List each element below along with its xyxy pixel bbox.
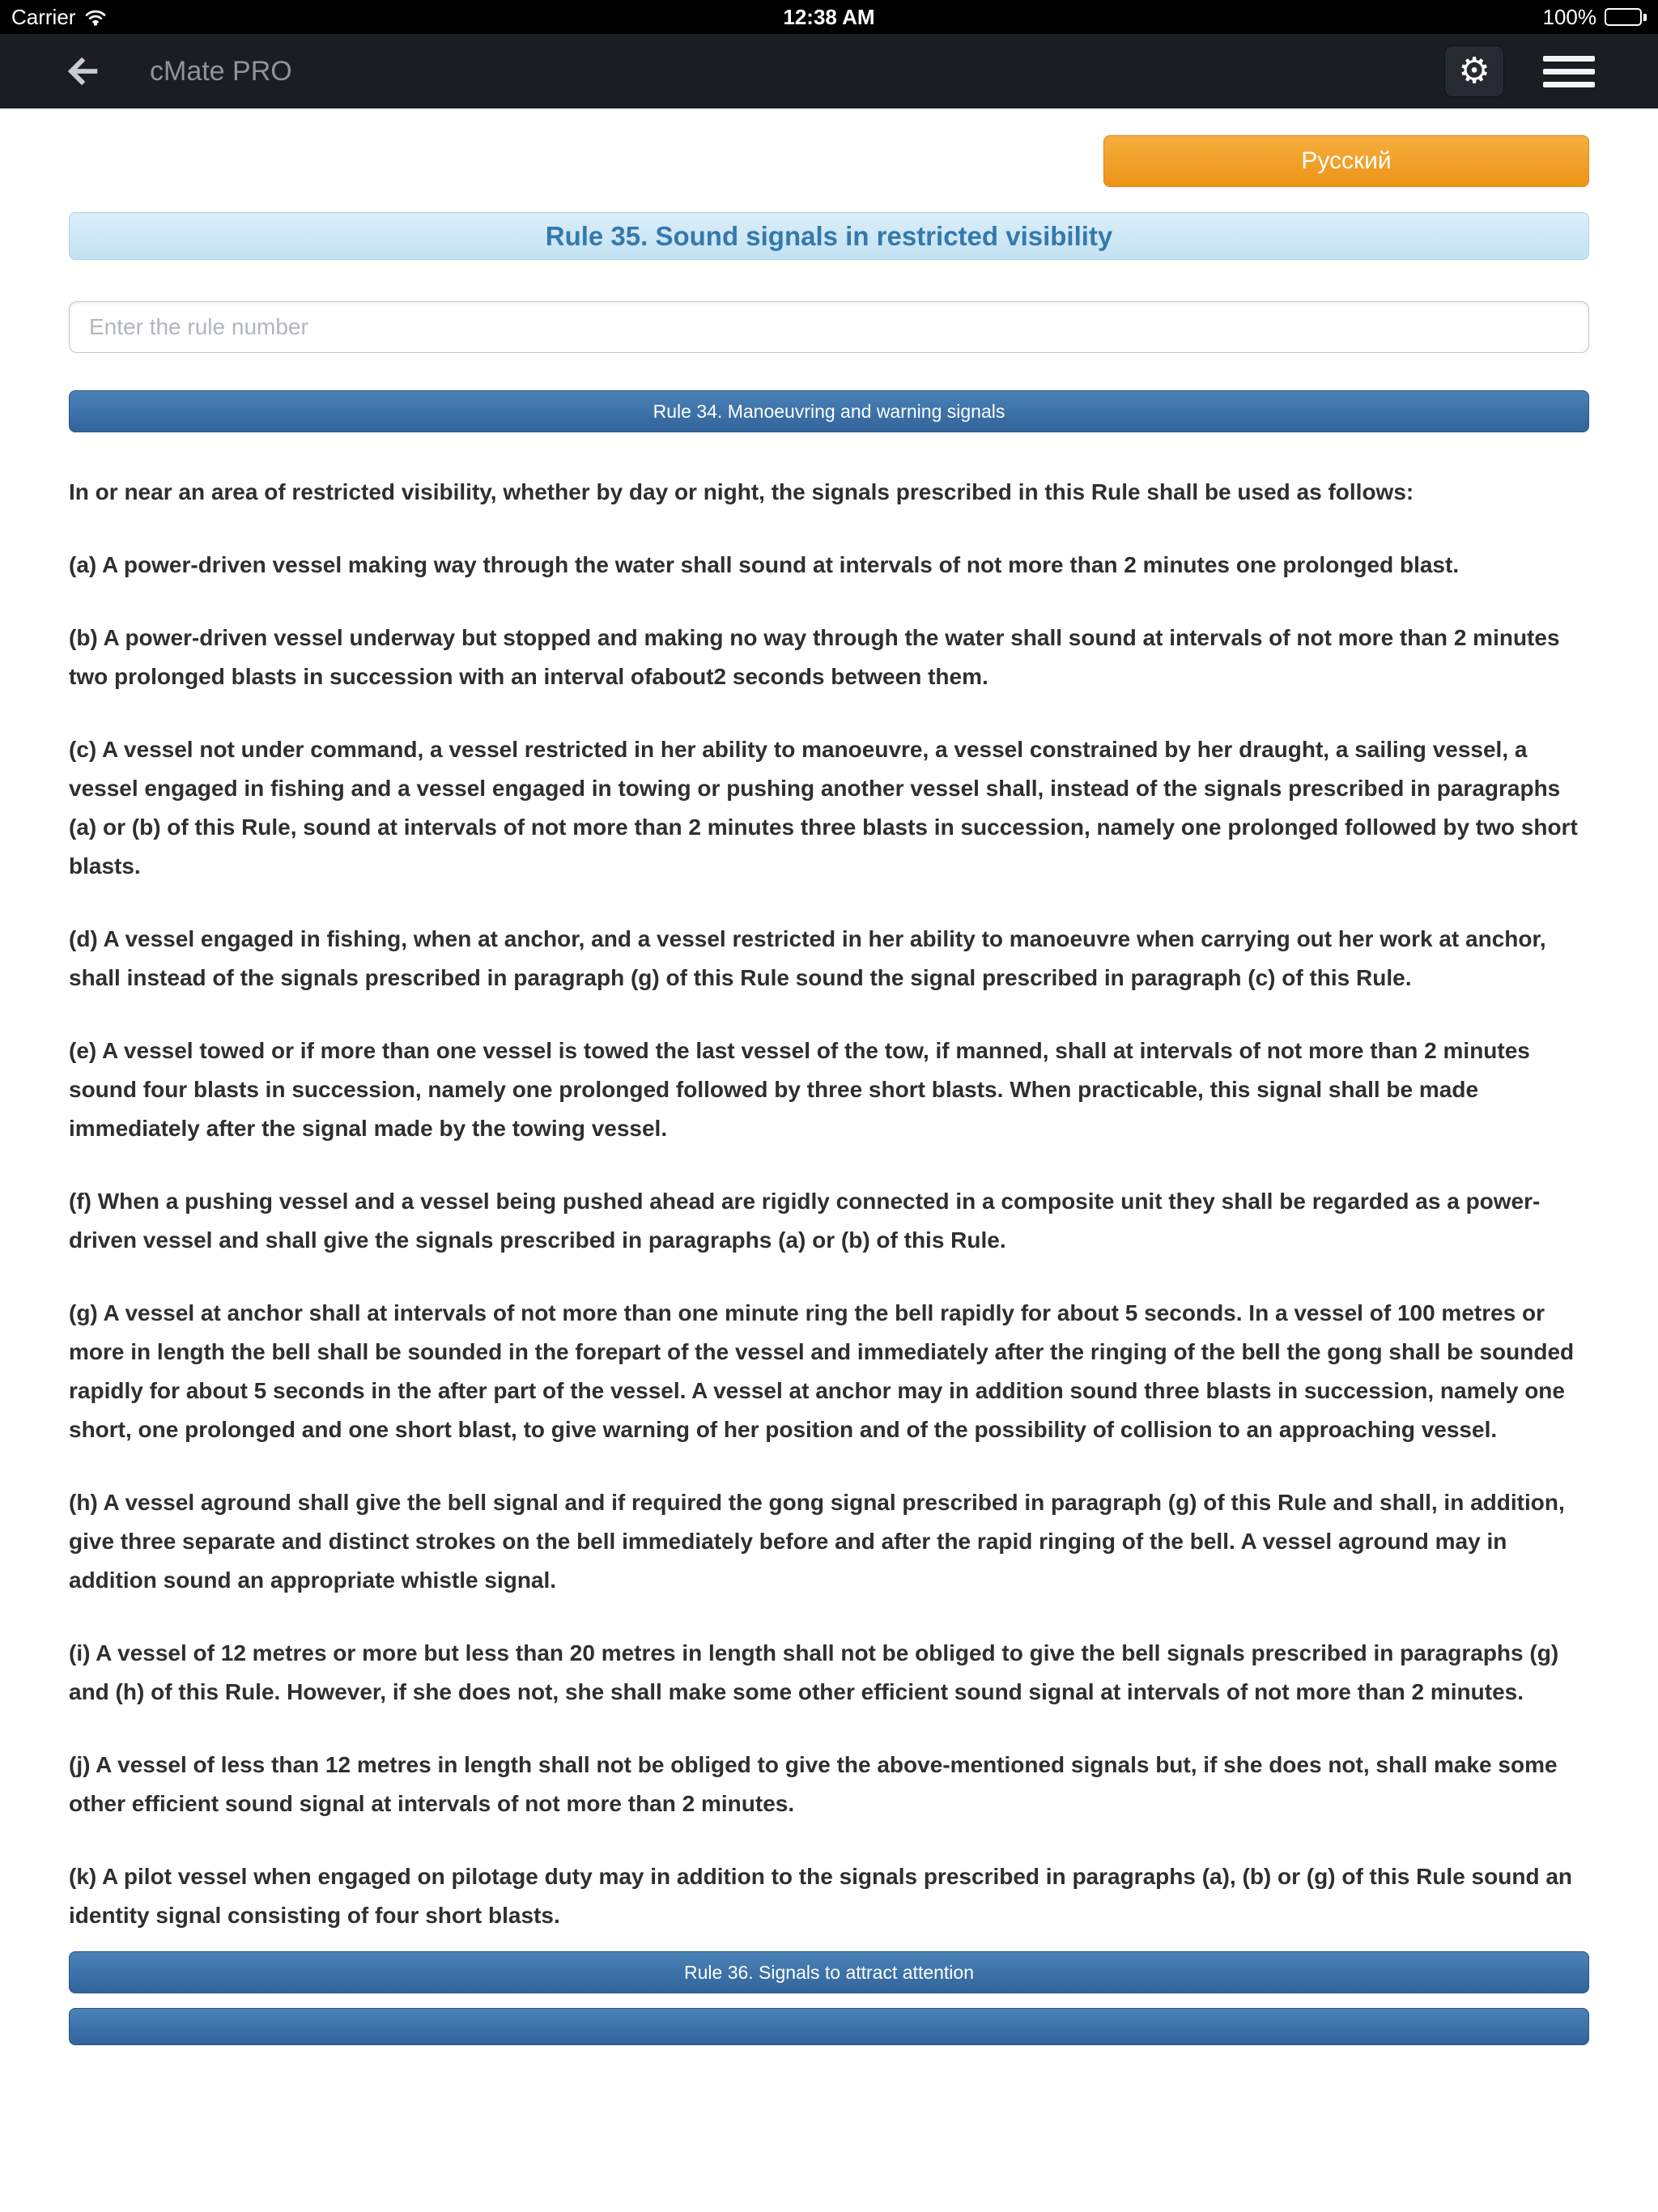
rule-paragraph: (f) When a pushing vessel and a vessel being pushed ahead are rigidly connected in a composite unit they shall be regarded as a power-driven vessel and shall give the signals prescribed in paragraphs (a) or (b) of this Rule.	[69, 1189, 1541, 1253]
rule-paragraph: (b) A power-driven vessel underway but stopped and making no way through the water shall sound at intervals of not more than 2 minutes two prolonged blasts in succession with an interval ofabout2 seconds between them.	[69, 625, 1560, 689]
rule-paragraph: (a) A power-driven vessel making way through the water shall sound at intervals of not more than 2 minutes one prolonged blast.	[69, 552, 1460, 577]
rule-paragraph: (k) A pilot vessel when engaged on pilotage duty may in addition to the signals prescribed in paragraphs (a), (b) or (g) of this Rule sound an identity signal consisting of four short blasts.	[69, 1864, 1572, 1928]
rule-paragraph: (c) A vessel not under command, a vessel restricted in her ability to manoeuvre, a vessel constrained by her draught, a sailing vessel, a vessel engaged in fishing and a vessel engaged in towing or pushing another vessel shall, instead of the signals prescribed in paragraphs (a) or (b) of this Rule, sound at intervals of not more than 2 minutes three blasts in succession, namely one prolonged followed by two short blasts.	[69, 737, 1578, 878]
status-bar	[0, 0, 1658, 34]
wifi-icon	[83, 8, 108, 26]
main-content	[0, 108, 1658, 2212]
back-button[interactable]	[65, 51, 105, 91]
carrier-label: Carrier	[11, 4, 76, 29]
rule-text	[69, 473, 1589, 1935]
next-rule-button[interactable]: Rule 36. Signals to attract attention	[69, 1951, 1589, 1993]
rule-title-banner: Rule 35. Sound signals in restricted visibility	[69, 212, 1589, 260]
nav-actions	[1444, 45, 1595, 97]
rule-paragraph: (e) A vessel towed or if more than one vessel is towed the last vessel of the tow, if manned, shall at intervals of not more than 2 minutes sound four blasts in succession, namely one prolonged followed by three short blasts. When practicable, this signal shall be made immediately after the signal made by the towing vessel.	[69, 1038, 1530, 1141]
rule-paragraph: (g) A vessel at anchor shall at intervals of not more than one minute ring the bell rapidly for about 5 seconds. In a vessel of 100 metres or more in length the bell shall be sounded in the forepart of the vessel and immediately after the ringing of the bell the gong shall be sounded rapidly for about 5 seconds in the after part of the vessel. A vessel at anchor may in addition sound three blasts in succession, namely one short, one prolonged and one short blast, to give warning of her position and of the possibility of collision to an approaching vessel.	[69, 1300, 1575, 1442]
gear-icon: ⚙	[1458, 51, 1490, 91]
clock: 12:38 AM	[783, 4, 875, 29]
language-button[interactable]: Русский	[1103, 135, 1589, 187]
battery-percent: 100%	[1542, 4, 1596, 29]
nav-bar	[0, 34, 1658, 108]
language-row	[69, 135, 1589, 187]
prev-rule-button[interactable]: Rule 34. Manoeuvring and warning signals	[69, 390, 1589, 432]
app-title: cMate PRO	[150, 55, 292, 87]
hamburger-menu-icon[interactable]	[1543, 51, 1595, 91]
partial-next-button[interactable]	[69, 2008, 1589, 2045]
rule-paragraph: (i) A vessel of 12 metres or more but less than 20 metres in length shall not be obliged to give the bell signals prescribed in paragraphs (g) and (h) of this Rule. However, if she does not, she shall make some other efficient sound signal at intervals of not more than 2 minutes.	[69, 1640, 1559, 1704]
settings-button[interactable]	[1444, 45, 1504, 97]
rule-paragraph: (j) A vessel of less than 12 metres in length shall not be obliged to give the above-mentioned signals but, if she does not, shall make some other efficient sound signal at intervals of not more than 2 minutes.	[69, 1752, 1558, 1816]
rule-paragraph: In or near an area of restricted visibility, whether by day or night, the signals prescribed in this Rule shall be used as follows:	[69, 479, 1414, 504]
rule-number-input[interactable]	[69, 301, 1589, 353]
battery-icon	[1605, 8, 1647, 26]
rule-paragraph: (h) A vessel aground shall give the bell signal and if required the gong signal prescribed in paragraph (g) of this Rule and shall, in addition, give three separate and distinct strokes on the bell immediately before and after the rapid ringing of the bell. A vessel aground may in addition sound an appropriate whistle signal.	[69, 1490, 1565, 1593]
rule-paragraph: (d) A vessel engaged in fishing, when at anchor, and a vessel restricted in her ability to manoeuvre when carrying out her work at anchor, shall instead of the signals prescribed in paragraph (g) of this Rule sound the signal prescribed in paragraph (c) of this Rule.	[69, 926, 1546, 990]
back-arrow-icon	[65, 53, 102, 90]
